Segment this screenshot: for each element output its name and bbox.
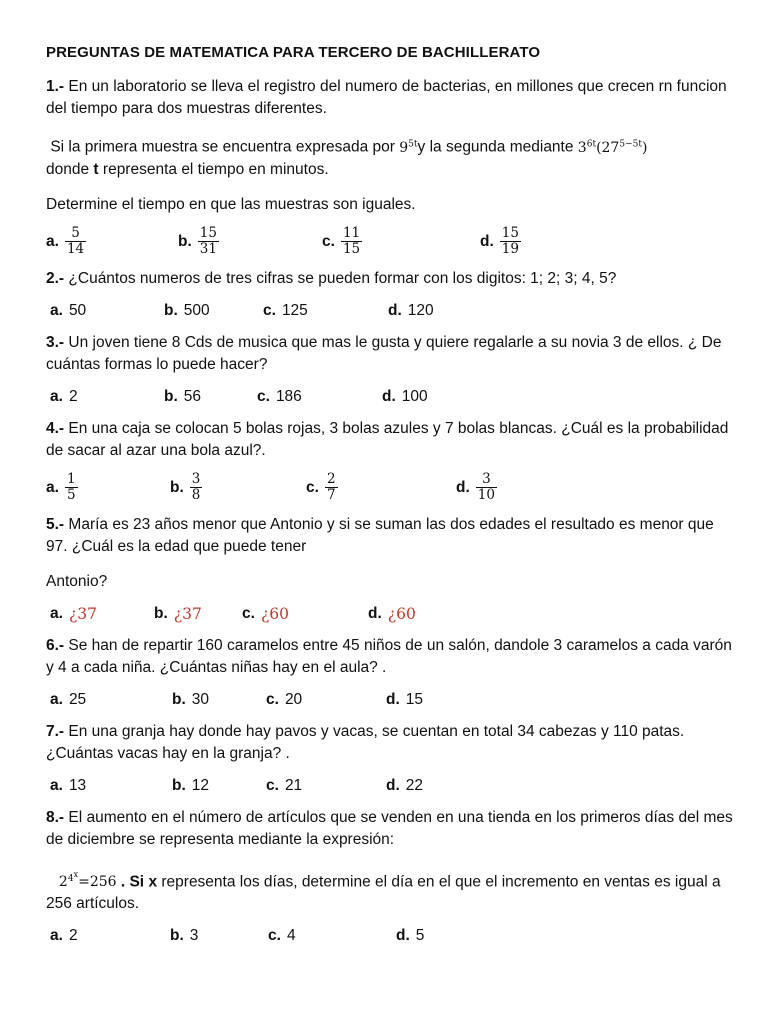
option-c[interactable]: c. 20 xyxy=(266,690,303,708)
option-a[interactable]: a. 50 xyxy=(50,301,87,319)
option-d[interactable]: d. ¿60 xyxy=(368,604,416,623)
answer-options xyxy=(46,923,736,949)
answer-options xyxy=(46,384,736,410)
question-text: En una caja se colocan 5 bolas rojas, 3 bolas azules y 7 bolas blancas. ¿Cuál es la probabilidad de sacar al azar una bola azul?. xyxy=(46,419,729,459)
option-d[interactable]: d. 100 xyxy=(382,387,428,405)
document-page xyxy=(46,44,736,957)
fraction: $\frac{1}{5}$ xyxy=(66,471,76,504)
option-d[interactable]: d. 120 xyxy=(388,301,434,319)
fraction: $\frac{5}{14}$ xyxy=(66,225,85,258)
question-number: 7.- xyxy=(46,722,65,740)
answer-options xyxy=(46,773,736,799)
answer-options xyxy=(46,222,736,262)
option-b[interactable]: b. ¿37 xyxy=(154,604,202,623)
option-c[interactable]: c. $\frac{2}{7}$ xyxy=(306,471,336,504)
option-b[interactable]: b. 500 xyxy=(164,301,210,319)
option-b[interactable]: b. 30 xyxy=(172,690,210,708)
question-4 xyxy=(46,418,736,508)
question-text: María es 23 años menor que Antonio y si se suman las dos edades el resultado es menor que 97. ¿Cuál es la edad que puede tener xyxy=(46,515,714,555)
math-expression-1: $9^{5t}$ xyxy=(399,139,418,156)
question-number: 3.- xyxy=(46,333,65,351)
question-text: Si la primera muestra se encuentra expresada por xyxy=(50,138,395,156)
question-text: ¿Cuántos numeros de tres cifras se pueden formar con los digitos: 1; 2; 3; 4, 5? xyxy=(68,269,617,287)
question-1: 1.- En un laboratorio se lleva el registro del numero de bacterias, en millones que crecen rn funcion del tiempo para dos muestras diferentes. Si la primera muestra se encuentra expresada por $9^{5t}y$ la segunda mediante $3^{6t}(27^{5-5t})$ donde t representa el tiempo en minutos. Determine el tiempo en que las muestras son iguales. a. $\frac{5}{14}$ b. $\frac{15}{31}$ c. $\frac{11}{15}$ d. $\frac{15}{19}$ xyxy=(46,76,736,262)
question-text: representa los días, determine el día en el que el incremento en ventas es igual a 256 artículos. xyxy=(46,873,721,913)
question-text: Un joven tiene 8 Cds de musica que mas le gusta y quiere regalarle a su novia 3 de ellos. ¿ De cuántas formas lo puede hacer? xyxy=(46,333,722,373)
option-d[interactable]: d. 5 xyxy=(396,927,425,945)
fraction: $\frac{15}{31}$ xyxy=(199,225,217,258)
document-title: PREGUNTAS DE MATEMATICA PARA TERCERO DE BACHILLERATO xyxy=(46,44,541,61)
option-a[interactable]: a. 13 xyxy=(50,776,87,794)
math-expression-2: $3^{6t}(27^{5-5t})$ xyxy=(577,139,648,156)
option-a[interactable]: a. 2 xyxy=(50,387,78,405)
question-5 xyxy=(46,514,736,627)
option-b[interactable]: b. $\frac{3}{8}$ xyxy=(170,471,201,504)
option-a[interactable]: a. $\frac{5}{14}$ xyxy=(46,225,85,258)
question-number: 4.- xyxy=(46,419,65,437)
answer-options xyxy=(46,298,736,324)
fraction: $\frac{3}{10}$ xyxy=(477,471,495,504)
option-d[interactable]: d. $\frac{3}{10}$ xyxy=(456,471,495,504)
option-b[interactable]: b. 3 xyxy=(170,927,199,945)
question-number: 6.- xyxy=(46,636,65,654)
question-text: Antonio? xyxy=(46,572,108,590)
answer-options xyxy=(46,687,736,713)
fraction: $\frac{11}{15}$ xyxy=(342,225,361,258)
option-c[interactable]: c. $\frac{11}{15}$ xyxy=(322,225,361,258)
fraction: $\frac{2}{7}$ xyxy=(326,471,336,504)
question-number: 1.- xyxy=(46,78,65,95)
fraction: $\frac{3}{8}$ xyxy=(191,471,201,504)
option-b[interactable]: b. $\frac{15}{31}$ xyxy=(178,225,217,258)
option-d[interactable]: d. $\frac{15}{19}$ xyxy=(480,225,519,258)
option-c[interactable]: c. 186 xyxy=(257,387,302,405)
question-6 xyxy=(46,635,736,713)
fraction: $\frac{15}{19}$ xyxy=(501,225,519,258)
option-c[interactable]: c. 21 xyxy=(266,776,303,794)
question-7 xyxy=(46,721,736,799)
question-text: En una granja hay donde hay pavos y vacas, se cuentan en total 34 cabezas y 110 patas. ¿Cuántas vacas hay en la granja? . xyxy=(46,722,685,762)
option-d[interactable]: d. 22 xyxy=(386,776,424,794)
question-2 xyxy=(46,268,736,324)
question-8: 8.- El aumento en el número de artículos que se venden en una tienda en los primeros días del mes de diciembre se representa mediante la expresión: $2^{4x}=256$ . Si x representa los días, determine el día en el que el incremento en ventas es igual a 256 artículos. a. 2 b. 3 c. 4 d. 5 xyxy=(46,807,736,950)
option-c[interactable]: c. ¿60 xyxy=(242,604,289,623)
question-text: Determine el tiempo en que las muestras son iguales. xyxy=(46,195,416,213)
question-number: 8.- xyxy=(46,808,65,826)
math-expression: $2^{4x}=256$ xyxy=(58,869,117,891)
question-text: Se han de repartir 160 caramelos entre 45 niños de un salón, dandole 3 caramelos a cada varón y 4 a cada niña. ¿Cuántas niñas hay en el aula? . xyxy=(46,636,732,676)
question-3 xyxy=(46,332,736,410)
answer-options xyxy=(46,468,736,508)
question-text: y la segunda mediante xyxy=(417,138,574,156)
question-number: 5.- xyxy=(46,515,65,533)
option-c[interactable]: c. 125 xyxy=(263,301,308,319)
option-a[interactable]: a. ¿37 xyxy=(50,604,97,623)
question-number: 2.- xyxy=(46,269,65,287)
option-a[interactable]: a. 2 xyxy=(50,927,78,945)
option-d[interactable]: d. 15 xyxy=(386,690,424,708)
question-text: En un laboratorio se lleva el registro del numero de bacterias, en millones que crecen rn funcion del tiempo para dos muestras diferentes. xyxy=(46,78,727,117)
option-a[interactable]: a. 25 xyxy=(50,690,87,708)
option-b[interactable]: b. 56 xyxy=(164,387,202,405)
option-c[interactable]: c. 4 xyxy=(268,927,296,945)
option-a[interactable]: a. $\frac{1}{5}$ xyxy=(46,471,76,504)
option-b[interactable]: b. 12 xyxy=(172,776,210,794)
answer-options xyxy=(46,601,736,627)
question-text: El aumento en el número de artículos que se venden en una tienda en los primeros días del mes de diciembre se representa mediante la expresión: xyxy=(46,808,733,848)
